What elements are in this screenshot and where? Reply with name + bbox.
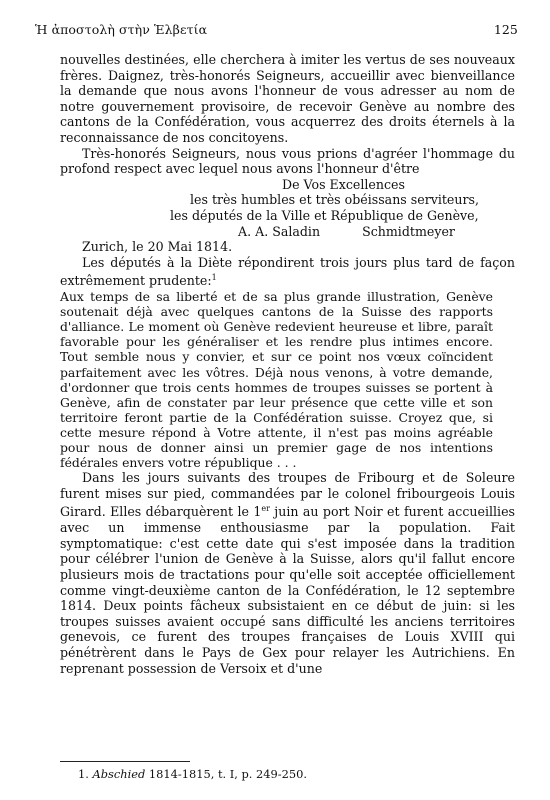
- signature-line-3: les députés de la Ville et République de Genève,: [170, 207, 479, 223]
- footnote-reference[interactable]: 1: [211, 273, 217, 283]
- page-body: [60, 52, 515, 676]
- reply-intro-paragraph: [60, 255, 515, 289]
- letter-date: Zurich, le 20 Mai 1814.: [82, 239, 233, 255]
- narrative-text-part-1: Dans les jours suivants des troupes de Fribourg et de Soleure furent mises sur pied, commandées par le colonel fribourgeois Louis Girard. Elles débarquèrent le 1: [60, 470, 515, 520]
- letter-closing-paragraph: nouvelles destinées, elle cherchera à imiter les vertus de ses nouveaux frères. Daignez, très-honorés Seigneurs, accueillir avec bienveillance la demande que nous avons l'honneur de vous adresser au nom de notre gouvernement provisoire, de recevoir Genève au nombre des cantons de la Confédération, vous acquerrez des droits éternels à la reconnaissance de nos concitoyens.: [60, 52, 515, 145]
- footnote-title: Abschied: [92, 767, 146, 781]
- narrative-paragraph: [60, 470, 515, 676]
- reply-intro-text: Les députés à la Diète répondirent trois jours plus tard de façon extrêmement prudente:: [60, 254, 515, 289]
- signature-names: [60, 224, 515, 240]
- letter-signature: [60, 177, 515, 239]
- page-number: 125: [493, 22, 518, 37]
- signer-schmidtmeyer: Schmidtmeyer: [362, 223, 455, 239]
- footnote-citation: 1814-1815, t. I, p. 249-250.: [145, 767, 307, 781]
- diet-reply-quotation: Aux temps de sa liberté et de sa plus grande illustration, Genève soutenait déjà avec quelques cantons de la Suisse des rapports d'alliance. Le moment où Genève redevient heureuse et libre, paraît favorable pour les généraliser et les rendre plus intimes encore. Tout semble nous y convier, et sur ce point nos vœux coïncident parfaitement avec les vôtres. Déjà nous venons, à votre demande, d'ordonner que trois cents hommes de troupes suisses se portent à Genève, afin de constater par leur présence que cette ville et son territoire feront partie de la Confédération suisse. Croyez que, si cette mesure répond à Votre attente, il n'est pas moins agréable pour nous de donner ainsi un premier gage de nos intentions fédérales envers votre république . . .: [60, 289, 493, 471]
- footnote-number: 1.: [78, 767, 89, 781]
- running-header: [35, 22, 518, 40]
- signature-line-2: les très humbles et très obéissans serviteurs,: [190, 192, 479, 208]
- signer-saladin: A. A. Saladin: [238, 223, 321, 239]
- signature-line-1: De Vos Excellences: [282, 176, 405, 192]
- footnote: [78, 767, 307, 781]
- letter-salutation: Très-honorés Seigneurs, nous vous prions d'agréer l'hommage du profond respect avec lequel nous avons l'honneur d'être: [60, 145, 515, 177]
- footnote-divider: [60, 761, 190, 762]
- ordinal-superscript: er: [261, 504, 270, 514]
- running-title: Ἡ ἀποστολὴ στὴν Ἑλβετία: [35, 22, 208, 37]
- narrative-text-part-2: juin au port Noir et furent accueillies avec un immense enthousiasme par la population. Fait symptomatique: c'est cette date qui s'est imposée dans la tradition pour célébrer l'union de Genève à la Suisse, alors qu'il fallut encore plusieurs mois de tractations pour qu'elle soit acceptée officiellement comme vingt-deuxième canton de la Confédération, le 12 septembre 1814. Deux points fâcheux subsistaient en ce début de juin: si les troupes suisses avaient occupé sans difficulté les anciens territoires genevois, ce furent des troupes françaises de Louis XVIII qui pénétrèrent dans le Pays de Gex pour relayer les Autrichiens. En reprenant possession de Versoix et d'une: [60, 504, 515, 676]
